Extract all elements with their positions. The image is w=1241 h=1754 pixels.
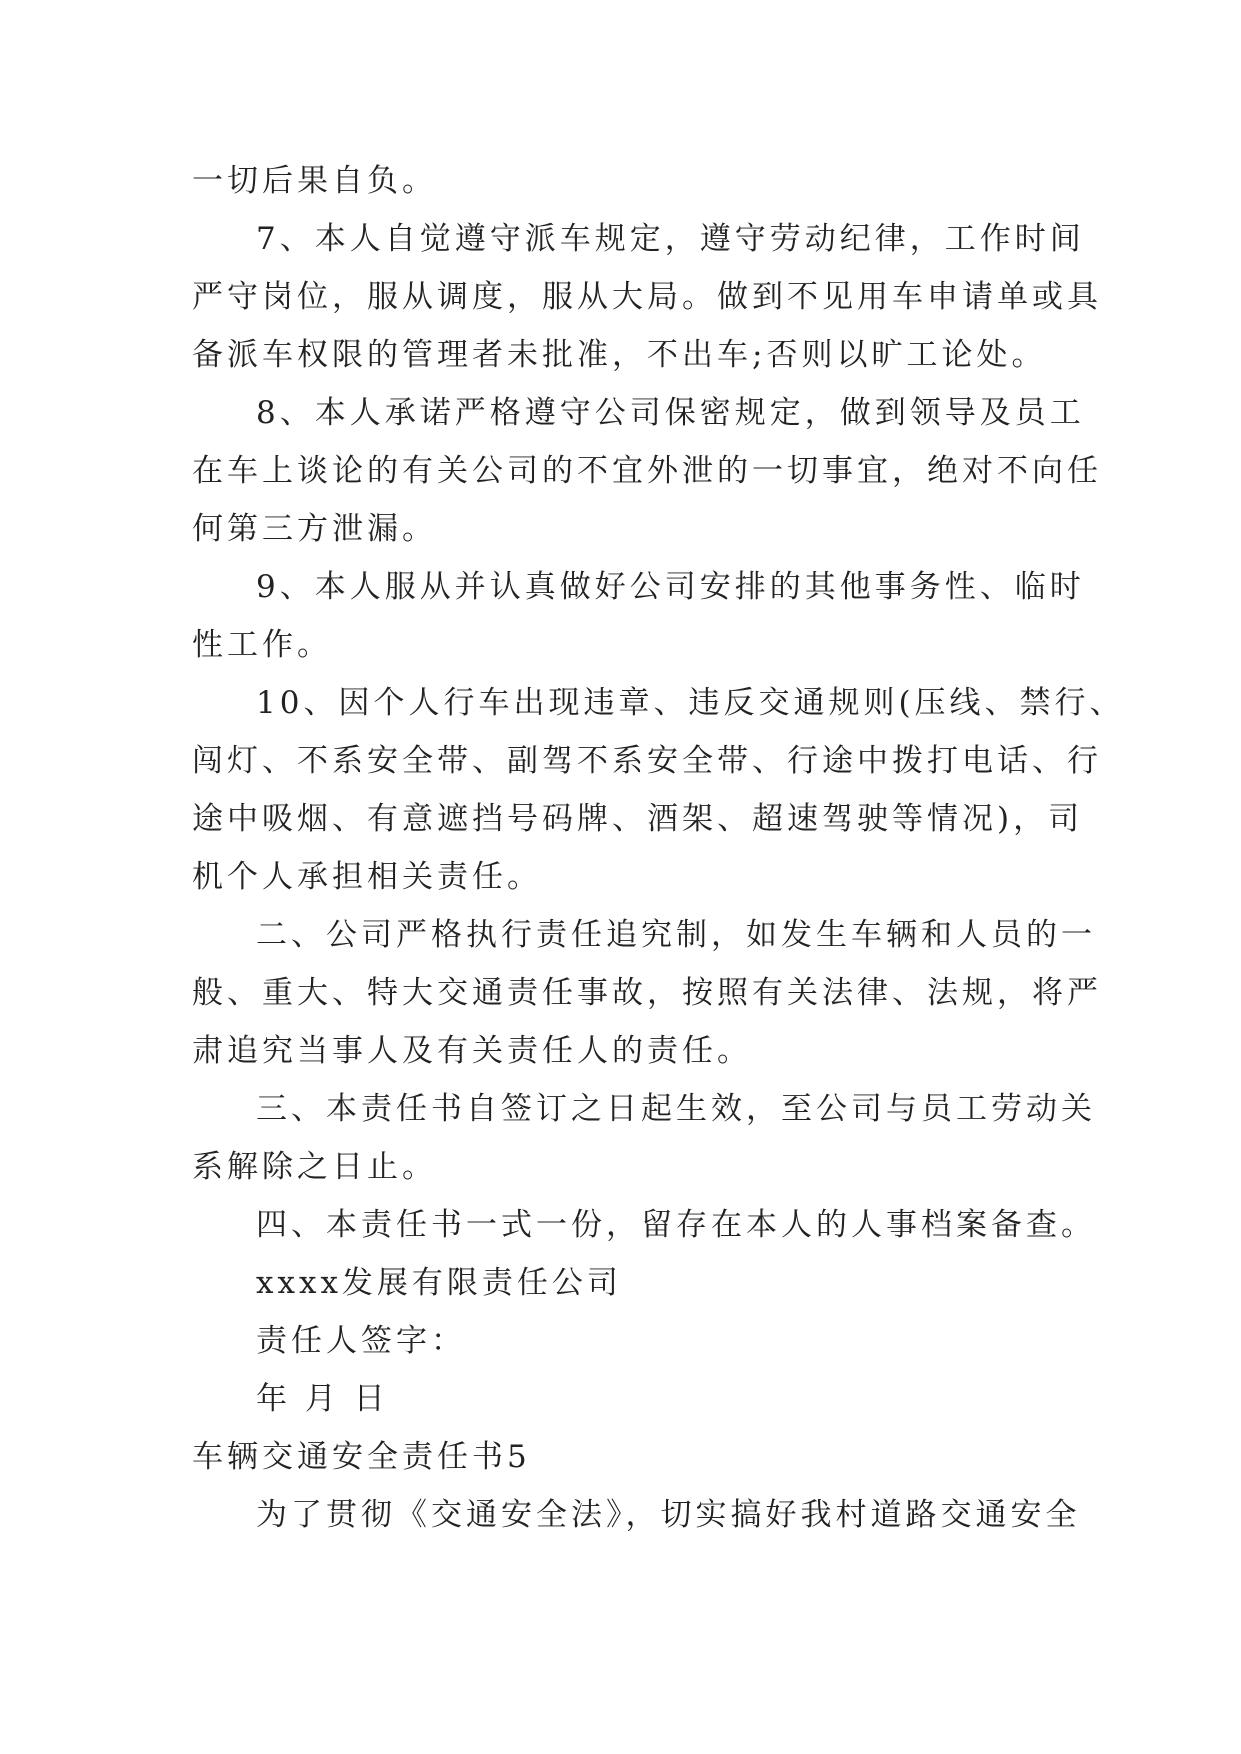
document-page [192,152,1125,1544]
text-line: 严守岗位，服从调度，服从大局。做到不见用车申请单或具 [192,279,1102,315]
text-line: 三、本责任书自签订之日起生效，至公司与员工劳动关 [256,1091,1096,1127]
text-line: 系解除之日止。 [192,1149,437,1185]
text-line: 一切后果自负。 [192,163,437,199]
text-line: 为了贯彻《交通安全法》，切实搞好我村道路交通安全 [256,1497,1081,1533]
text-line: 肃追究当事人及有关责任人的责任。 [192,1033,752,1069]
company-name: xxxx发展有限责任公司 [256,1265,622,1301]
text-line: 在车上谈论的有关公司的不宜外泄的一切事宜，绝对不向任 [192,453,1102,489]
text-line: 四、本责任书一式一份，留存在本人的人事档案备查。 [256,1207,1096,1243]
text-line: 8、本人承诺严格遵守公司保密规定，做到领导及员工 [256,395,1085,431]
date-label: 年 月 日 [256,1381,389,1417]
text-line: 备派车权限的管理者未批准，不出车;否则以旷工论处。 [192,337,1047,373]
text-line: 10、因个人行车出现违章、违反交通规则(压线、禁行、 [256,685,1125,721]
text-line: 机个人承担相关责任。 [192,859,542,895]
text-line: 二、公司严格执行责任追究制，如发生车辆和人员的一 [256,917,1096,953]
text-line: 途中吸烟、有意遮挡号码牌、酒架、超速驾驶等情况)，司 [192,801,1084,837]
text-line: 性工作。 [192,627,332,663]
text-line: 闯灯、不系安全带、副驾不系安全带、行途中拨打电话、行 [192,743,1102,779]
text-line: 7、本人自觉遵守派车规定，遵守劳动纪律，工作时间 [256,221,1085,257]
text-line: 何第三方泄漏。 [192,511,437,547]
text-line: 般、重大、特大交通责任事故，按照有关法律、法规，将严 [192,975,1102,1011]
section-title: 车辆交通安全责任书5 [192,1439,531,1475]
signature-label: 责任人签字： [256,1323,466,1359]
text-line: 9、本人服从并认真做好公司安排的其他事务性、临时 [256,569,1085,605]
